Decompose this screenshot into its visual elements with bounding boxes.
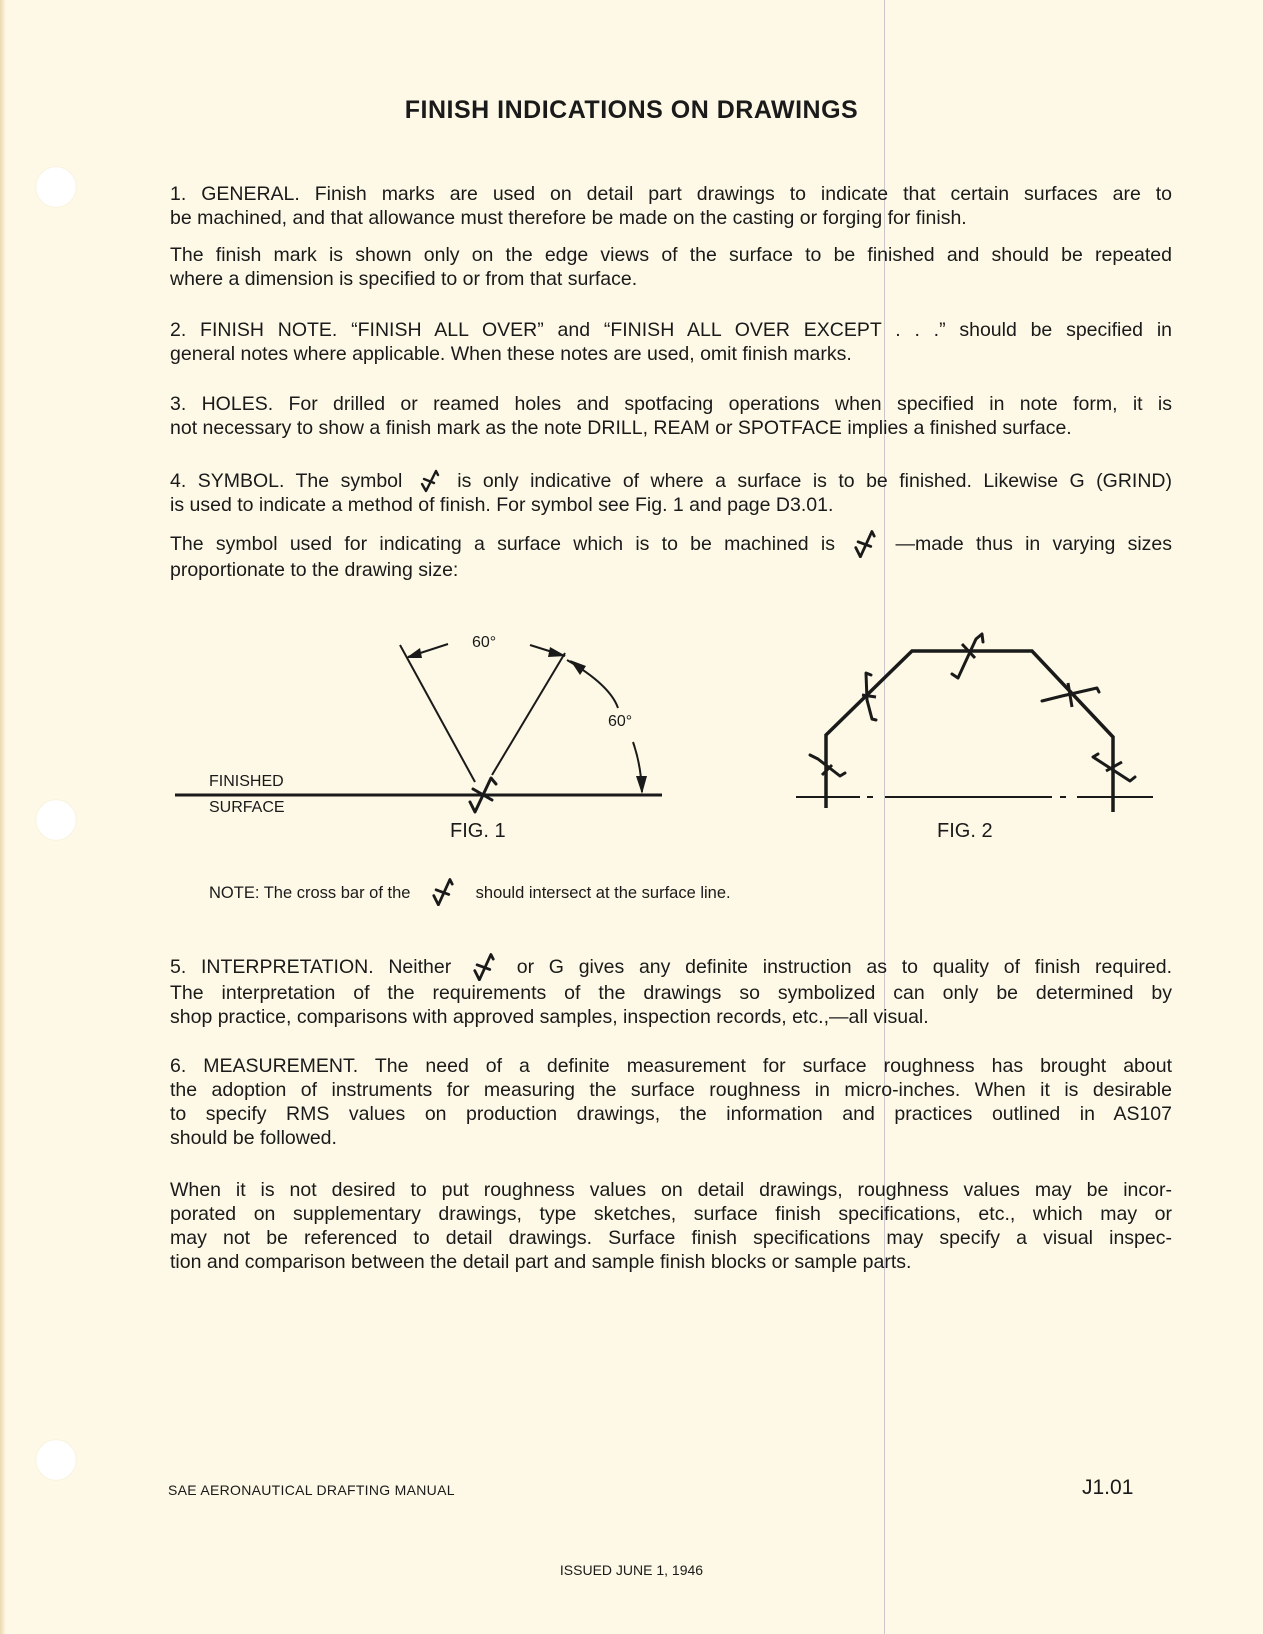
text-line: where a dimension is specified to or from that surface. bbox=[170, 268, 638, 290]
text-line: tion and comparison between the detail part and sample finish blocks or sample parts. bbox=[170, 1251, 912, 1273]
text-line: not necessary to show a finish mark as the note DRILL, REAM or SPOTFACE implies a finished surface. bbox=[170, 417, 1072, 439]
text-line: proportionate to the drawing size: bbox=[170, 559, 459, 581]
note-text: NOTE: The cross bar of the bbox=[209, 884, 411, 902]
text-fragment: —made thus in varying sizes bbox=[895, 533, 1173, 555]
text-line: When it is not desired to put roughness values on detail drawings, roughness values may be incor- bbox=[170, 1179, 1172, 1201]
finish-mark-icon bbox=[429, 876, 457, 906]
angle-label-right: 60° bbox=[608, 713, 633, 730]
text-line: 1. GENERAL. Finish marks are used on detail part drawings to indicate that certain surfaces are to bbox=[170, 183, 1172, 205]
text-fragment: is only indicative of where a surface is to be finished. Likewise G (GRIND) bbox=[457, 470, 1173, 492]
section-measurement bbox=[170, 1054, 1172, 1150]
page-number: J1.01 bbox=[1082, 1476, 1134, 1499]
section-measurement-continued bbox=[170, 1178, 1172, 1274]
figure-note bbox=[209, 876, 731, 906]
text-line: is used to indicate a method of finish. For symbol see Fig. 1 and page D3.01. bbox=[170, 494, 834, 516]
surface-label-surface: SURFACE bbox=[209, 799, 285, 816]
manual-name: SAE AERONAUTICAL DRAFTING MANUAL bbox=[168, 1482, 455, 1498]
text-fragment: or G gives any definite instruction as to quality of finish required. bbox=[516, 956, 1173, 978]
text-fragment: 5. INTERPRETATION. Neither bbox=[170, 956, 452, 978]
text-line: the adoption of instruments for measuring the surface roughness in micro-inches. When it is desirable bbox=[170, 1079, 1172, 1101]
issue-date: ISSUED JUNE 1, 1946 bbox=[559, 1562, 704, 1578]
surface-label-finished: FINISHED bbox=[209, 773, 284, 790]
text-fragment: 4. SYMBOL. The symbol bbox=[170, 470, 403, 492]
text-line: to specify RMS values on production drawings, the information and practices outlined in AS107 bbox=[170, 1103, 1172, 1125]
text-fragment: The symbol used for indicating a surface which is to be machined is bbox=[170, 533, 835, 555]
text-line: The finish mark is shown only on the edge views of the surface to be finished and should be repeated bbox=[170, 244, 1172, 266]
section-interpretation bbox=[170, 951, 1172, 1029]
finish-mark-icon bbox=[470, 951, 498, 981]
text-line: porated on supplementary drawings, type sketches, surface finish specifications, etc., which may or bbox=[170, 1203, 1172, 1225]
text-line: should be followed. bbox=[170, 1127, 337, 1149]
figure-1-caption: FIG. 1 bbox=[450, 820, 506, 842]
page-title: FINISH INDICATIONS ON DRAWINGS bbox=[404, 96, 859, 124]
text-line: be machined, and that allowance must therefore be made on the casting or forging for finish. bbox=[170, 207, 967, 229]
text-line: general notes where applicable. When these notes are used, omit finish marks. bbox=[170, 343, 852, 365]
note-text: should intersect at the surface line. bbox=[475, 884, 731, 902]
text-line bbox=[170, 951, 1172, 981]
text-line: 2. FINISH NOTE. “FINISH ALL OVER” and “FINISH ALL OVER EXCEPT . . .” should be specified in bbox=[170, 319, 1172, 341]
figure-2-caption: FIG. 2 bbox=[937, 820, 993, 842]
text-line: may not be referenced to detail drawings. Surface finish specifications may specify a visual inspec- bbox=[170, 1227, 1172, 1249]
text-line: 6. MEASUREMENT. The need of a definite measurement for surface roughness has brought about bbox=[170, 1055, 1172, 1077]
text-line: shop practice, comparisons with approved samples, inspection records, etc.,—all visual. bbox=[170, 1006, 929, 1028]
text-line: 3. HOLES. For drilled or reamed holes and spotfacing operations when specified in note form, it is bbox=[170, 393, 1172, 415]
angle-label-top: 60° bbox=[472, 634, 497, 651]
text-line: The interpretation of the requirements of the drawings so symbolized can only be determined by bbox=[170, 982, 1172, 1004]
